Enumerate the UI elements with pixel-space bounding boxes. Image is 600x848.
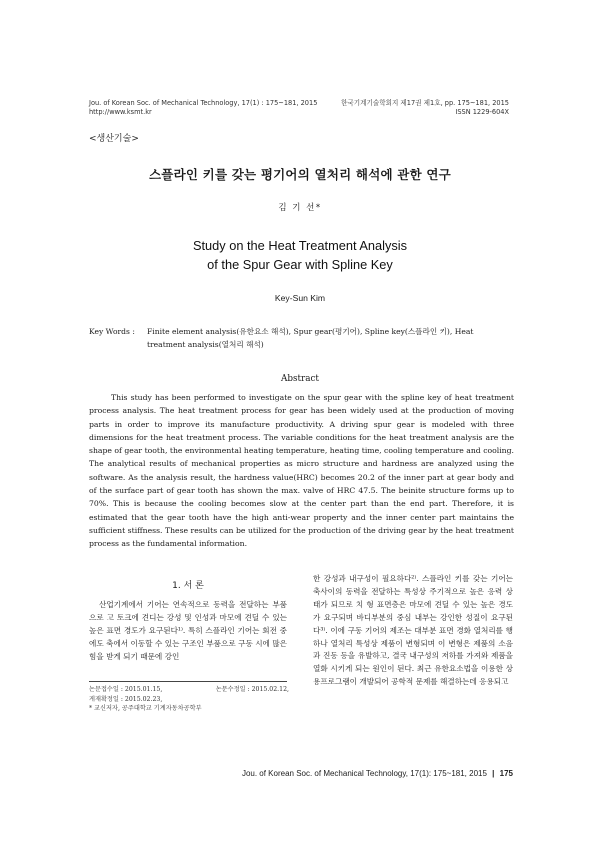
footer-separator: | (492, 769, 495, 778)
section-tag: <생산기술> (89, 134, 139, 144)
author-name-en: Key-Sun Kim (274, 293, 326, 303)
journal-header-left (89, 99, 317, 117)
revised-date: 논문수정일 : 2015.02.12, (215, 686, 289, 693)
footer-citation: Jou. of Korean Soc. of Mechanical Technology, 17(1): 175~181, 2015 (241, 769, 487, 778)
page-number: 175 (499, 769, 513, 778)
journal-citation: Jou. of Korean Soc. of Mechanical Technology, 17(1) : 175~181, 2015 (89, 99, 318, 107)
keywords-block (89, 326, 514, 351)
intro-left-column (89, 578, 287, 664)
author-name-kr: 김 기 선* (278, 203, 322, 213)
keywords-text: Finite element analysis(유한요소 해석), Spur gear(평기어), Spline key(스플라인 키), Heat treatment analysis(열처리 해석) (147, 327, 474, 349)
footnote-divider (89, 681, 287, 682)
intro-heading: 1. 서 론 (172, 581, 204, 591)
intro-right-text: 한 강성과 내구성이 필요하다²⁾. 스플라인 키를 갖는 기어는 축사이의 동력을 전달하는 특성상 주기적으로 높은 응력 상태가 되므로 치 형 표면층은 마모에 견딜 수 있는 높은 경도가 요구되며 바디부분의 중심 내부는 강인한 성질이 요구된다³⁾. 이에 구동 기어의 제조는 대부분 표면 경화 열처리를 행하나 열처리 특성상 제품이 변형되며 이 변형은 제품의 소음과 진동 등을 유발하고, 결국 내구성의 저하를 가져와 제품을 열화 시키게 되는 원인이 된다. 최근 유한요소법을 이용한 상용프로그램이 개발되어 공학적 문제를 해결하는데 응용되고 (313, 574, 513, 687)
journal-url[interactable]: http://www.ksmt.kr (89, 108, 152, 116)
paper-title-kr: 스플라인 키를 갖는 평기어의 열처리 해석에 관한 연구 (149, 167, 451, 182)
title-en-line2: of the Spur Gear with Spline Key (207, 257, 393, 272)
journal-issn: ISSN 1229-604X (455, 108, 509, 116)
paper-title-en (0, 236, 600, 274)
intro-left-text: 산업기계에서 기어는 연속적으로 동력을 전달하는 부품으로 고 토크에 견디는 강성 및 인성과 마모에 견딜 수 있는 높은 표면 경도가 요구된다¹⁾. 특히 스플라인 기어는 회전 중에도 축에서 이동할 수 있는 구조인 부품으로 구동 시에 많은 힘을 받게 되기 때문에 강인 (89, 600, 287, 661)
footnotes (89, 685, 289, 714)
abstract-body: This study has been performed to investigate on the spur gear with the spline key of heat treatment process analysis. The heat treatment process for gear has been widely used at the production of moving parts in order to improve its manufacture productivity. A driving spur gear is modeled with three dimensions for the heat treatment process. The variable conditions for the heat treatment analysis are the shape of gear tooth, the environmental heating temperature, heating time, cooling temperature and cooling. The analytical results of mechanical properties as micro structure and hardness are analyzed using the software. As the analysis result, the hardness value(HRC) becomes 20.2 of the inner part at gear body and of the surface part of gear tooth has shown the max. valve of HRC 47.5. The beinite structure forms up to 70%. This is because the cooling becomes slow at the center part than the end part. Therefore, it is estimated that the gear tooth have the high anti-wear property and the inner center part maintains the sufficient stiffness. These results can be utilized for the production of the driving gear by the heat treatment process as the fundamental information. (89, 393, 514, 549)
journal-header-right (341, 99, 509, 117)
accepted-date: 게재확정일 : 2015.02.23, (89, 695, 163, 703)
journal-citation-kr: 한국기계기술학회지 제17권 제1호, pp. 175~181, 2015 (340, 99, 509, 107)
page-footer (242, 769, 513, 778)
received-date: 논문접수일 : 2015.01.15, (89, 686, 163, 693)
footnote-dates (89, 685, 289, 695)
abstract-heading: Abstract (281, 374, 319, 384)
title-en-line1: Study on the Heat Treatment Analysis (192, 238, 408, 253)
corresponding-author: * 교신저자, 공주대학교 기계자동차공학부 (89, 705, 202, 713)
keywords-label: Key Words : (89, 327, 135, 336)
